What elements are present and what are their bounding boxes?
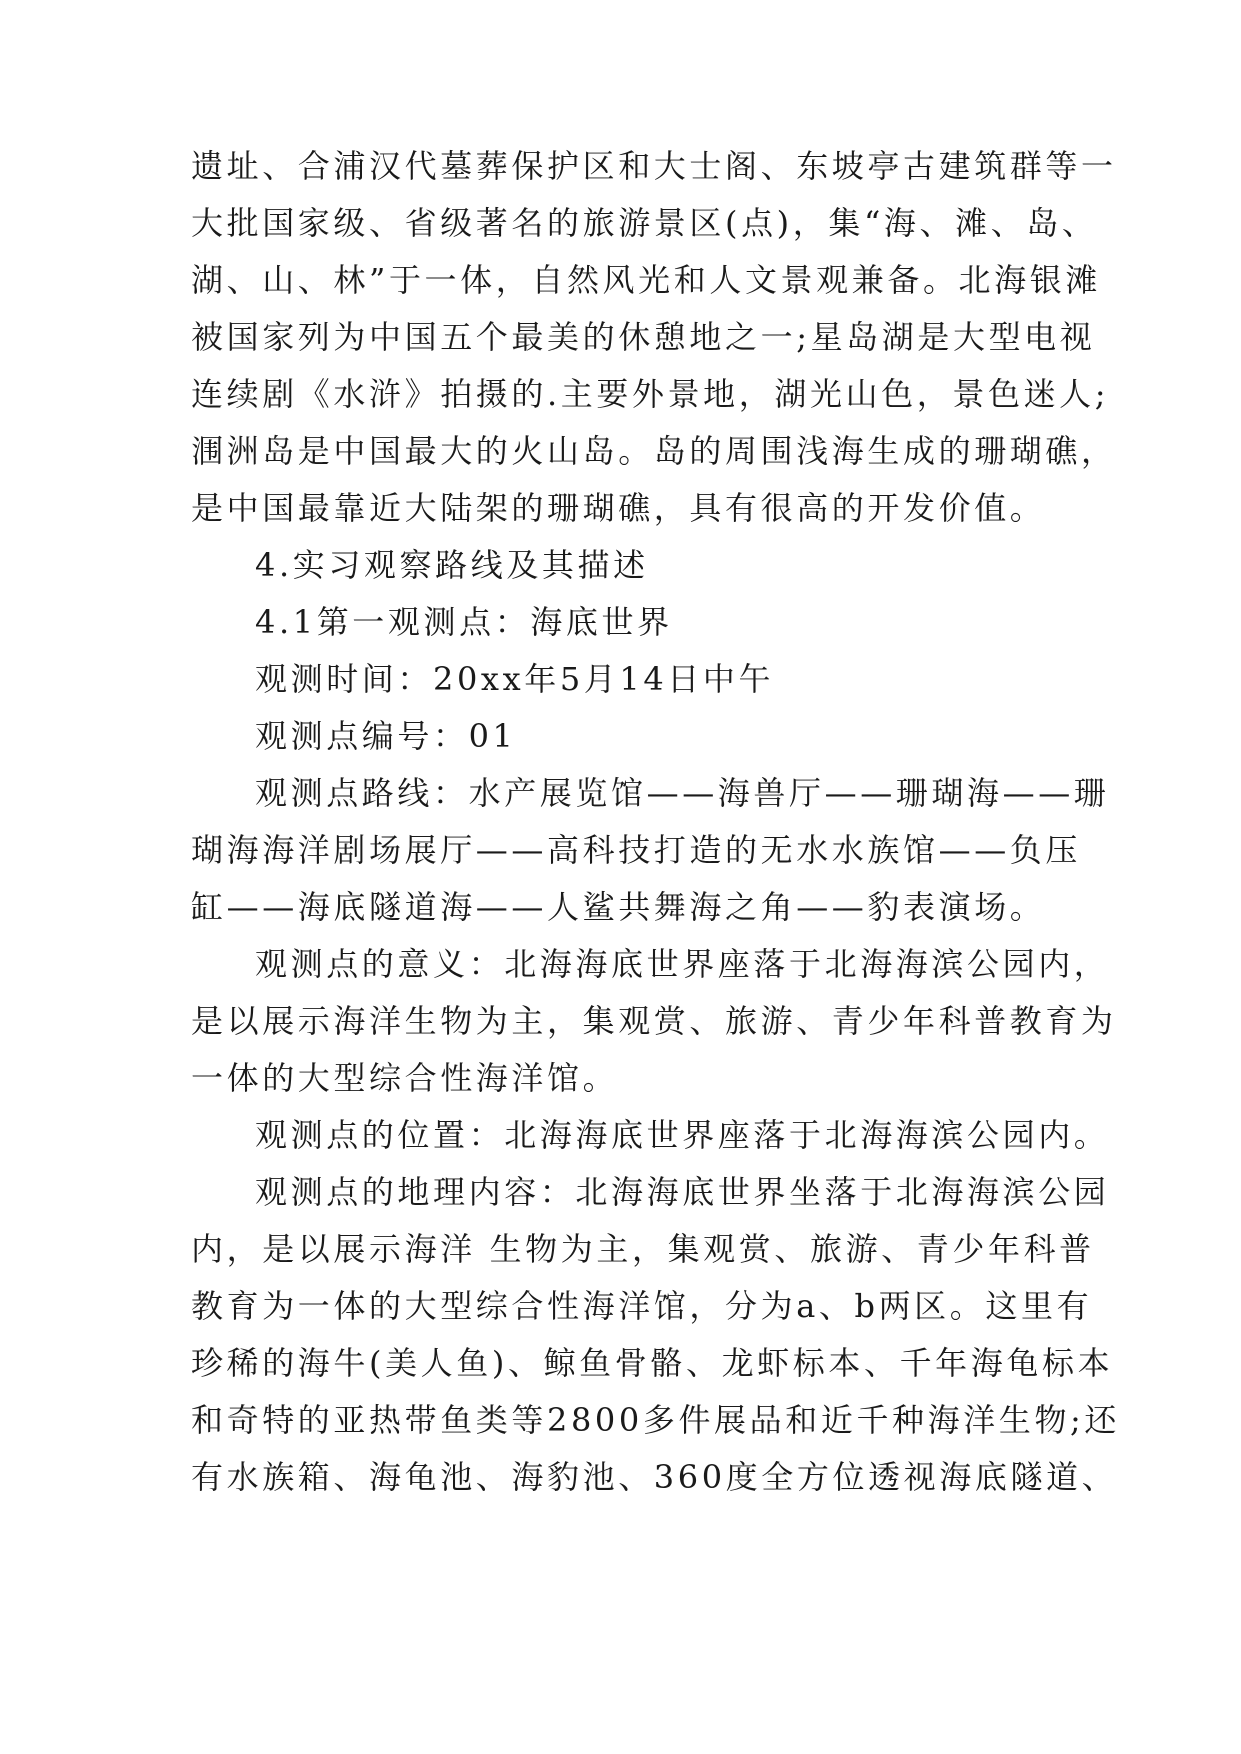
observation-route: 观测点路线：水产展览馆——海兽厅——珊瑚海——珊 [255,774,1110,812]
text-line: 一体的大型综合性海洋馆。 [191,1059,619,1097]
text-line: 是中国最靠近大陆架的珊瑚礁，具有很高的开发价值。 [191,489,1046,527]
observation-point-number: 观测点编号：01 [255,717,517,755]
subsection-heading: 4.1第一观测点：海底世界 [255,603,673,641]
text-line: 教育为一体的大型综合性海洋馆，分为a、b两区。这里有 [191,1287,1093,1325]
text-line: 和奇特的亚热带鱼类等2800多件展品和近千种海洋生物;还 [191,1401,1121,1439]
text-line: 湖、山、林”于一体，自然风光和人文景观兼备。北海银滩 [191,261,1101,299]
text-line: 大批国家级、省级著名的旅游景区(点)，集“海、滩、岛、 [191,204,1098,242]
observation-geography: 观测点的地理内容：北海海底世界坐落于北海海滨公园 [255,1173,1110,1211]
text-line: 是以展示海洋生物为主，集观赏、旅游、青少年科普教育为 [191,1002,1117,1040]
text-line: 珍稀的海牛(美人鱼)、鲸鱼骨骼、龙虾标本、千年海龟标本 [191,1344,1114,1382]
text-line: 被国家列为中国五个最美的休憩地之一;星岛湖是大型电视 [191,318,1096,356]
text-line: 涠洲岛是中国最大的火山岛。岛的周围浅海生成的珊瑚礁， [191,432,1117,470]
observation-significance: 观测点的意义：北海海底世界座落于北海海滨公园内， [255,945,1110,983]
text-line: 内，是以展示海洋 生物为主，集观赏、旅游、青少年科普 [191,1230,1095,1268]
text-line: 瑚海海洋剧场展厅——高科技打造的无水水族馆——负压 [191,831,1082,869]
text-line: 有水族箱、海龟池、海豹池、360度全方位透视海底隧道、 [191,1458,1118,1496]
observation-location: 观测点的位置：北海海底世界座落于北海海滨公园内。 [255,1116,1110,1154]
text-line: 遗址、合浦汉代墓葬保护区和大士阁、东坡亭古建筑群等一 [191,147,1117,185]
observation-time: 观测时间：20xx年5月14日中午 [255,660,775,698]
section-heading: 4.实习观察路线及其描述 [255,546,649,584]
text-line: 缸——海底隧道海——人鲨共舞海之角——豹表演场。 [191,888,1046,926]
text-line: 连续剧《水浒》拍摄的.主要外景地，湖光山色，景色迷人; [191,375,1110,413]
